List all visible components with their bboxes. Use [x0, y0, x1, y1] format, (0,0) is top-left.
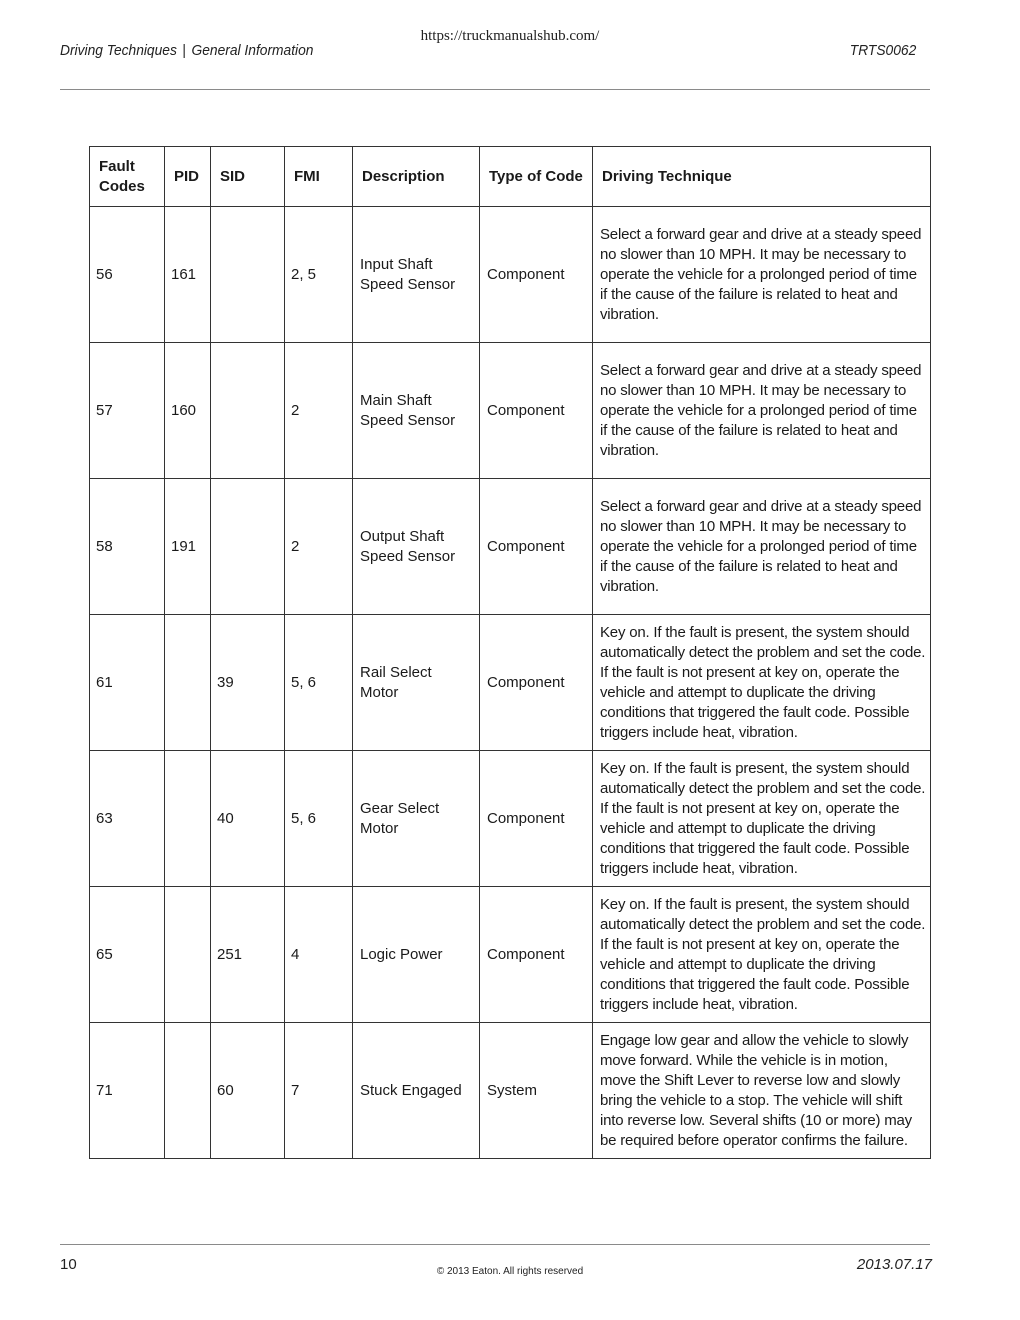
column-header-fault-codes: Fault Codes	[90, 147, 165, 207]
copyright-notice: © 2013 Eaton. All rights reserved	[436, 1266, 584, 1277]
column-header-description: Description	[353, 147, 480, 207]
table-row	[90, 207, 931, 343]
sid-cell: 39	[211, 615, 285, 751]
source-url: https://truckmanualshub.com/	[420, 28, 600, 44]
type-of-code-cell: Component	[480, 479, 593, 615]
fmi-cell: 4	[285, 887, 353, 1023]
table-row	[90, 343, 931, 479]
pid-cell: 160	[165, 343, 211, 479]
fault-code-table	[89, 146, 931, 1159]
type-of-code-cell: Component	[480, 751, 593, 887]
description-cell: Main Shaft Speed Sensor	[353, 343, 480, 479]
pid-cell: 191	[165, 479, 211, 615]
driving-technique-cell: Key on. If the fault is present, the system should automatically detect the problem and set the code. If the fault is not present at key on, operate the vehicle and attempt to duplicate the driving conditions that triggered the fault code. Possible triggers include heat, vibration.	[593, 887, 931, 1023]
description-cell: Logic Power	[353, 887, 480, 1023]
document-code: TRTS0062	[849, 42, 916, 59]
fault-code-cell: 56	[90, 207, 165, 343]
fmi-cell: 2	[285, 479, 353, 615]
fault-code-cell: 61	[90, 615, 165, 751]
subsection-title: General Information	[191, 42, 314, 59]
fault-code-cell: 65	[90, 887, 165, 1023]
sid-cell	[211, 343, 285, 479]
pid-cell	[165, 1023, 211, 1159]
table-header-row	[90, 147, 931, 207]
type-of-code-cell: Component	[480, 887, 593, 1023]
driving-technique-cell: Select a forward gear and drive at a steady speed no slower than 10 MPH. It may be necessary to operate the vehicle for a prolonged period of time if the cause of the failure is related to heat and vibration.	[593, 479, 931, 615]
column-header-fmi: FMI	[285, 147, 353, 207]
fmi-cell: 7	[285, 1023, 353, 1159]
driving-technique-cell: Key on. If the fault is present, the system should automatically detect the problem and set the code. If the fault is not present at key on, operate the vehicle and attempt to duplicate the driving conditions that triggered the fault code. Possible triggers include heat, vibration.	[593, 751, 931, 887]
column-header-driving-technique: Driving Technique	[593, 147, 931, 207]
column-header-pid: PID	[165, 147, 211, 207]
sid-cell: 40	[211, 751, 285, 887]
table-row	[90, 1023, 931, 1159]
fault-code-cell: 71	[90, 1023, 165, 1159]
fmi-cell: 5, 6	[285, 751, 353, 887]
driving-technique-cell: Key on. If the fault is present, the system should automatically detect the problem and set the code. If the fault is not present at key on, operate the vehicle and attempt to duplicate the driving conditions that triggered the fault code. Possible triggers include heat, vibration.	[593, 615, 931, 751]
page-number: 10	[60, 1256, 77, 1273]
pid-cell: 161	[165, 207, 211, 343]
pid-cell	[165, 615, 211, 751]
section-title: Driving Techniques	[60, 42, 177, 59]
pid-cell	[165, 887, 211, 1023]
sid-cell: 251	[211, 887, 285, 1023]
table-row	[90, 479, 931, 615]
description-cell: Gear Select Motor	[353, 751, 480, 887]
fault-code-cell: 58	[90, 479, 165, 615]
type-of-code-cell: Component	[480, 615, 593, 751]
type-of-code-cell: System	[480, 1023, 593, 1159]
sid-cell	[211, 207, 285, 343]
fault-code-cell: 57	[90, 343, 165, 479]
column-header-sid: SID	[211, 147, 285, 207]
fmi-cell: 2	[285, 343, 353, 479]
driving-technique-cell: Select a forward gear and drive at a steady speed no slower than 10 MPH. It may be necessary to operate the vehicle for a prolonged period of time if the cause of the failure is related to heat and vibration.	[593, 207, 931, 343]
description-cell: Output Shaft Speed Sensor	[353, 479, 480, 615]
header-rule	[60, 89, 930, 90]
description-cell: Input Shaft Speed Sensor	[353, 207, 480, 343]
footer-rule	[60, 1244, 930, 1245]
type-of-code-cell: Component	[480, 207, 593, 343]
driving-technique-cell: Select a forward gear and drive at a steady speed no slower than 10 MPH. It may be necessary to operate the vehicle for a prolonged period of time if the cause of the failure is related to heat and vibration.	[593, 343, 931, 479]
description-cell: Stuck Engaged	[353, 1023, 480, 1159]
header-separator: |	[182, 42, 186, 59]
sid-cell: 60	[211, 1023, 285, 1159]
pid-cell	[165, 751, 211, 887]
type-of-code-cell: Component	[480, 343, 593, 479]
description-cell: Rail Select Motor	[353, 615, 480, 751]
driving-technique-cell: Engage low gear and allow the vehicle to slowly move forward. While the vehicle is in motion, move the Shift Lever to reverse low and slowly bring the vehicle to a stop. The vehicle will shift into reverse low. Several shifts (10 or more) may be required before operator confirms the failure.	[593, 1023, 931, 1159]
fmi-cell: 2, 5	[285, 207, 353, 343]
table-row	[90, 615, 931, 751]
fault-code-cell: 63	[90, 751, 165, 887]
sid-cell	[211, 479, 285, 615]
table-row	[90, 751, 931, 887]
fmi-cell: 5, 6	[285, 615, 353, 751]
publication-date: 2013.07.17	[856, 1256, 932, 1273]
column-header-type-of-code: Type of Code	[480, 147, 593, 207]
running-header-section	[60, 42, 313, 59]
table-row	[90, 887, 931, 1023]
